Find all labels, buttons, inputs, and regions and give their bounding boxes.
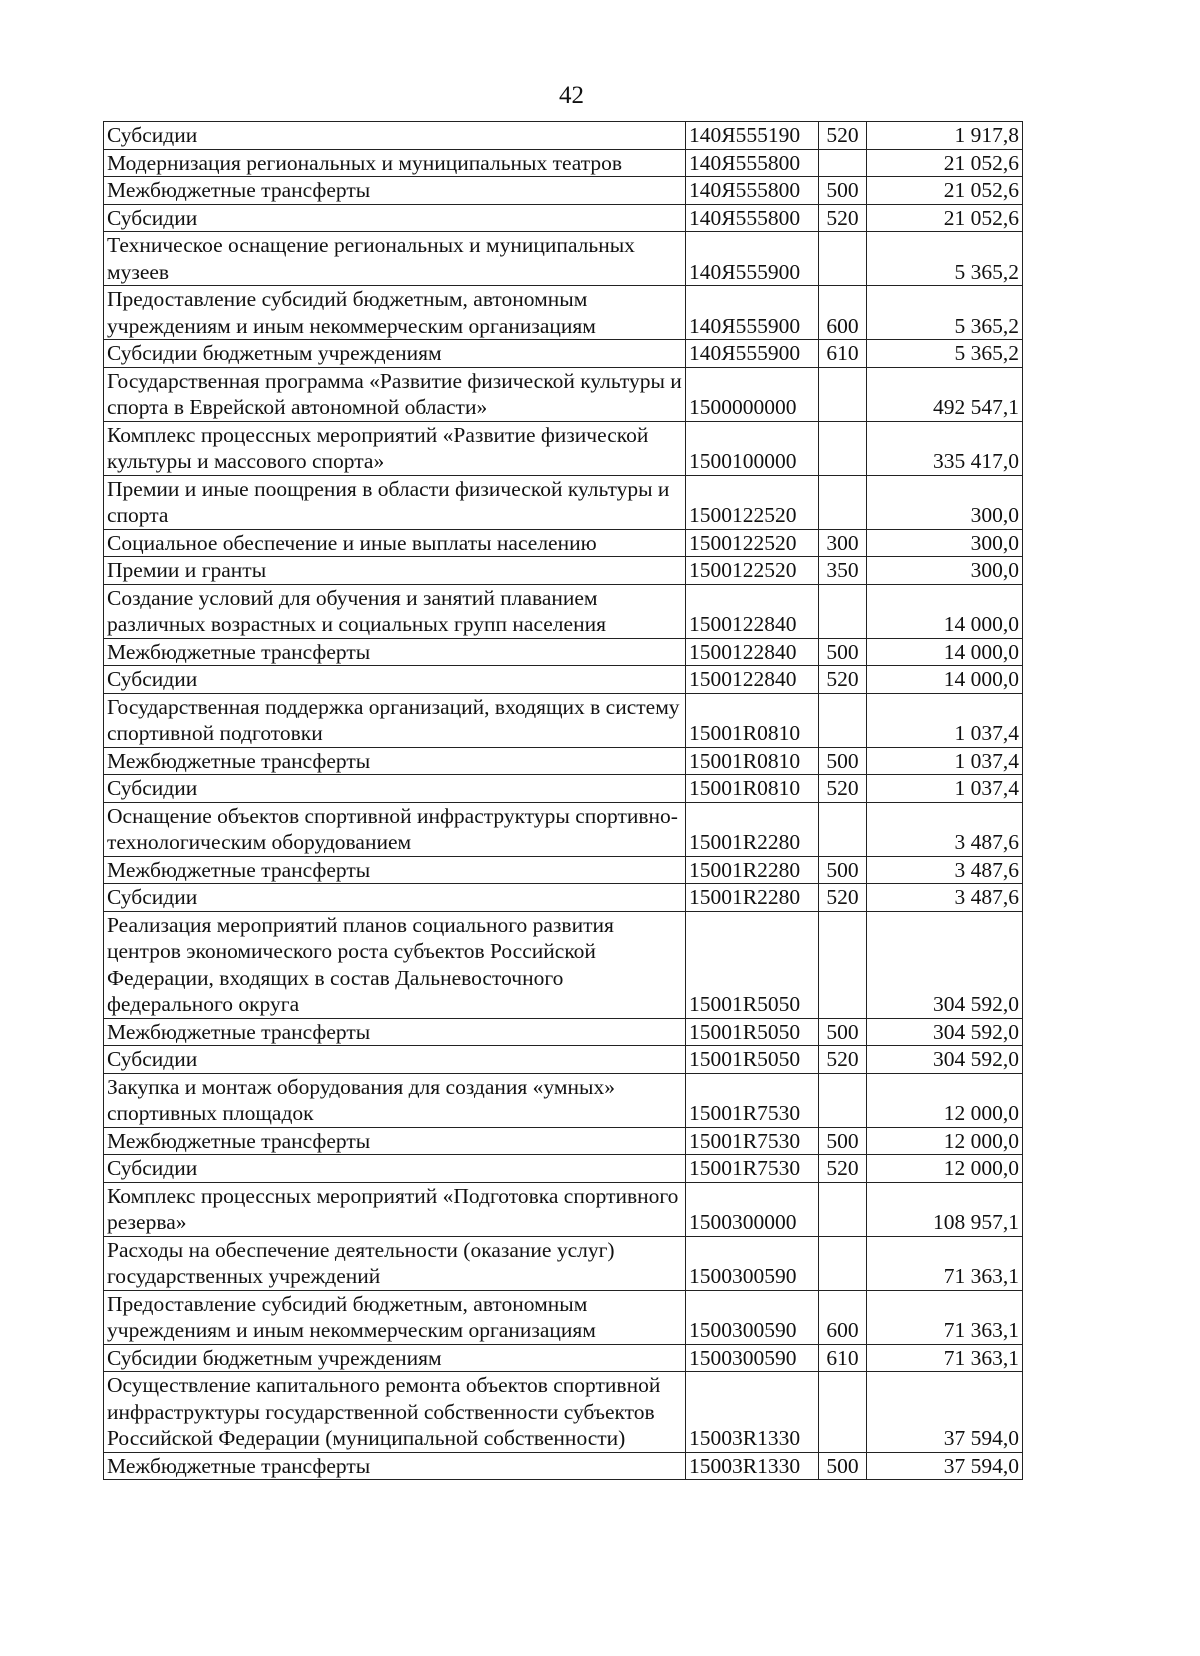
target-article-code-cell: 1500300590 xyxy=(686,1290,819,1344)
expense-type-code-cell: 500 xyxy=(819,747,867,775)
target-article-code-cell: 15003R1330 xyxy=(686,1452,819,1480)
expense-name-cell: Предоставление субсидий бюджетным, автономным учреждениям и иным некоммерческим организациям xyxy=(104,286,686,340)
amount-cell: 1 037,4 xyxy=(867,693,1023,747)
expense-type-code-cell: 500 xyxy=(819,1452,867,1480)
amount-cell: 12 000,0 xyxy=(867,1073,1023,1127)
expense-name-cell: Субсидии xyxy=(104,1155,686,1183)
expense-type-code-cell: 500 xyxy=(819,856,867,884)
table-row xyxy=(104,884,1023,912)
expense-type-code-cell: 350 xyxy=(819,557,867,585)
table-row xyxy=(104,775,1023,803)
table-row xyxy=(104,177,1023,205)
amount-cell: 300,0 xyxy=(867,475,1023,529)
table-row xyxy=(104,584,1023,638)
target-article-code-cell: 1500122520 xyxy=(686,475,819,529)
expense-type-code-cell: 610 xyxy=(819,340,867,368)
amount-cell: 21 052,6 xyxy=(867,149,1023,177)
expense-name-cell: Социальное обеспечение и иные выплаты населению xyxy=(104,529,686,557)
table-row xyxy=(104,1452,1023,1480)
expense-name-cell: Техническое оснащение региональных и муниципальных музеев xyxy=(104,232,686,286)
expense-name-cell: Межбюджетные трансферты xyxy=(104,1127,686,1155)
expense-type-code-cell xyxy=(819,475,867,529)
amount-cell: 71 363,1 xyxy=(867,1344,1023,1372)
amount-cell: 5 365,2 xyxy=(867,340,1023,368)
table-row xyxy=(104,1182,1023,1236)
amount-cell: 21 052,6 xyxy=(867,177,1023,205)
budget-table xyxy=(103,121,1023,1480)
table-row xyxy=(104,1127,1023,1155)
expense-type-code-cell: 520 xyxy=(819,1046,867,1074)
expense-type-code-cell: 300 xyxy=(819,529,867,557)
expense-name-cell: Межбюджетные трансферты xyxy=(104,747,686,775)
target-article-code-cell: 1500122840 xyxy=(686,584,819,638)
page-number: 42 xyxy=(559,82,584,109)
expense-type-code-cell: 520 xyxy=(819,666,867,694)
target-article-code-cell: 15001R5050 xyxy=(686,1018,819,1046)
target-article-code-cell: 15001R5050 xyxy=(686,911,819,1018)
expense-name-cell: Субсидии xyxy=(104,122,686,150)
table-row xyxy=(104,1290,1023,1344)
amount-cell: 71 363,1 xyxy=(867,1236,1023,1290)
target-article-code-cell: 15001R0810 xyxy=(686,693,819,747)
target-article-code-cell: 140Я555800 xyxy=(686,177,819,205)
table-row xyxy=(104,747,1023,775)
amount-cell: 108 957,1 xyxy=(867,1182,1023,1236)
expense-type-code-cell: 520 xyxy=(819,1155,867,1183)
expense-type-code-cell xyxy=(819,1073,867,1127)
table-row xyxy=(104,1073,1023,1127)
expense-name-cell: Премии и гранты xyxy=(104,557,686,585)
target-article-code-cell: 15001R5050 xyxy=(686,1046,819,1074)
expense-name-cell: Предоставление субсидий бюджетным, автономным учреждениям и иным некоммерческим организациям xyxy=(104,1290,686,1344)
expense-name-cell: Модернизация региональных и муниципальных театров xyxy=(104,149,686,177)
amount-cell: 1 037,4 xyxy=(867,775,1023,803)
expense-type-code-cell xyxy=(819,693,867,747)
amount-cell: 3 487,6 xyxy=(867,802,1023,856)
expense-type-code-cell: 500 xyxy=(819,1127,867,1155)
target-article-code-cell: 1500000000 xyxy=(686,367,819,421)
amount-cell: 37 594,0 xyxy=(867,1452,1023,1480)
expense-name-cell: Создание условий для обучения и занятий плаванием различных возрастных и социальных групп населения xyxy=(104,584,686,638)
target-article-code-cell: 1500300590 xyxy=(686,1344,819,1372)
table-row xyxy=(104,1372,1023,1453)
amount-cell: 14 000,0 xyxy=(867,666,1023,694)
target-article-code-cell: 1500100000 xyxy=(686,421,819,475)
amount-cell: 14 000,0 xyxy=(867,638,1023,666)
budget-table-body xyxy=(104,122,1023,1480)
amount-cell: 37 594,0 xyxy=(867,1372,1023,1453)
table-row xyxy=(104,693,1023,747)
amount-cell: 304 592,0 xyxy=(867,1018,1023,1046)
expense-name-cell: Закупка и монтаж оборудования для создания «умных» спортивных площадок xyxy=(104,1073,686,1127)
expense-type-code-cell xyxy=(819,1372,867,1453)
amount-cell: 12 000,0 xyxy=(867,1127,1023,1155)
expense-name-cell: Оснащение объектов спортивной инфраструктуры спортивно-технологическим оборудованием xyxy=(104,802,686,856)
target-article-code-cell: 15001R2280 xyxy=(686,856,819,884)
amount-cell: 14 000,0 xyxy=(867,584,1023,638)
amount-cell: 3 487,6 xyxy=(867,884,1023,912)
expense-type-code-cell: 600 xyxy=(819,1290,867,1344)
expense-type-code-cell: 500 xyxy=(819,638,867,666)
amount-cell: 1 917,8 xyxy=(867,122,1023,150)
target-article-code-cell: 1500300000 xyxy=(686,1182,819,1236)
expense-name-cell: Государственная поддержка организаций, входящих в систему спортивной подготовки xyxy=(104,693,686,747)
expense-type-code-cell xyxy=(819,232,867,286)
expense-type-code-cell: 520 xyxy=(819,122,867,150)
expense-name-cell: Государственная программа «Развитие физической культуры и спорта в Еврейской автономной области» xyxy=(104,367,686,421)
table-row xyxy=(104,232,1023,286)
expense-type-code-cell xyxy=(819,911,867,1018)
expense-name-cell: Премии и иные поощрения в области физической культуры и спорта xyxy=(104,475,686,529)
expense-type-code-cell xyxy=(819,367,867,421)
expense-name-cell: Субсидии xyxy=(104,884,686,912)
amount-cell: 21 052,6 xyxy=(867,204,1023,232)
table-row xyxy=(104,1046,1023,1074)
target-article-code-cell: 15001R0810 xyxy=(686,747,819,775)
amount-cell: 12 000,0 xyxy=(867,1155,1023,1183)
target-article-code-cell: 140Я555190 xyxy=(686,122,819,150)
amount-cell: 1 037,4 xyxy=(867,747,1023,775)
table-row xyxy=(104,802,1023,856)
table-row xyxy=(104,638,1023,666)
expense-name-cell: Осуществление капитального ремонта объектов спортивной инфраструктуры государственной собственности субъектов Российской Федерации (муниципальной собственности) xyxy=(104,1372,686,1453)
expense-type-code-cell: 520 xyxy=(819,204,867,232)
amount-cell: 71 363,1 xyxy=(867,1290,1023,1344)
target-article-code-cell: 140Я555800 xyxy=(686,204,819,232)
target-article-code-cell: 1500122520 xyxy=(686,557,819,585)
target-article-code-cell: 15001R2280 xyxy=(686,802,819,856)
table-row xyxy=(104,1155,1023,1183)
table-row xyxy=(104,1018,1023,1046)
expense-type-code-cell: 520 xyxy=(819,775,867,803)
amount-cell: 3 487,6 xyxy=(867,856,1023,884)
target-article-code-cell: 15001R7530 xyxy=(686,1073,819,1127)
table-row xyxy=(104,149,1023,177)
table-row xyxy=(104,666,1023,694)
table-row xyxy=(104,367,1023,421)
target-article-code-cell: 15001R0810 xyxy=(686,775,819,803)
target-article-code-cell: 15001R7530 xyxy=(686,1155,819,1183)
target-article-code-cell: 15003R1330 xyxy=(686,1372,819,1453)
amount-cell: 335 417,0 xyxy=(867,421,1023,475)
target-article-code-cell: 1500122520 xyxy=(686,529,819,557)
expense-name-cell: Межбюджетные трансферты xyxy=(104,1018,686,1046)
expense-name-cell: Субсидии бюджетным учреждениям xyxy=(104,1344,686,1372)
target-article-code-cell: 1500122840 xyxy=(686,638,819,666)
expense-name-cell: Субсидии xyxy=(104,1046,686,1074)
target-article-code-cell: 1500300590 xyxy=(686,1236,819,1290)
expense-type-code-cell xyxy=(819,584,867,638)
table-row xyxy=(104,1344,1023,1372)
table-row xyxy=(104,856,1023,884)
target-article-code-cell: 1500122840 xyxy=(686,666,819,694)
amount-cell: 5 365,2 xyxy=(867,286,1023,340)
table-row xyxy=(104,204,1023,232)
expense-type-code-cell xyxy=(819,1182,867,1236)
target-article-code-cell: 140Я555900 xyxy=(686,340,819,368)
expense-name-cell: Межбюджетные трансферты xyxy=(104,1452,686,1480)
expense-type-code-cell: 520 xyxy=(819,884,867,912)
table-row xyxy=(104,421,1023,475)
expense-type-code-cell xyxy=(819,802,867,856)
amount-cell: 304 592,0 xyxy=(867,911,1023,1018)
table-row xyxy=(104,911,1023,1018)
target-article-code-cell: 15001R2280 xyxy=(686,884,819,912)
expense-type-code-cell xyxy=(819,1236,867,1290)
expense-name-cell: Межбюджетные трансферты xyxy=(104,638,686,666)
expense-name-cell: Расходы на обеспечение деятельности (оказание услуг) государственных учреждений xyxy=(104,1236,686,1290)
table-row xyxy=(104,475,1023,529)
expense-name-cell: Реализация мероприятий планов социального развития центров экономического роста субъектов Российской Федерации, входящих в состав Дальневосточного федерального округа xyxy=(104,911,686,1018)
expense-name-cell: Межбюджетные трансферты xyxy=(104,177,686,205)
expense-type-code-cell: 600 xyxy=(819,286,867,340)
expense-type-code-cell: 500 xyxy=(819,1018,867,1046)
expense-name-cell: Субсидии xyxy=(104,204,686,232)
expense-name-cell: Комплекс процессных мероприятий «Подготовка спортивного резерва» xyxy=(104,1182,686,1236)
expense-type-code-cell xyxy=(819,421,867,475)
target-article-code-cell: 140Я555900 xyxy=(686,232,819,286)
table-row xyxy=(104,286,1023,340)
expense-name-cell: Комплекс процессных мероприятий «Развитие физической культуры и массового спорта» xyxy=(104,421,686,475)
table-row xyxy=(104,1236,1023,1290)
amount-cell: 492 547,1 xyxy=(867,367,1023,421)
expense-name-cell: Субсидии бюджетным учреждениям xyxy=(104,340,686,368)
expense-type-code-cell: 610 xyxy=(819,1344,867,1372)
expense-type-code-cell: 500 xyxy=(819,177,867,205)
amount-cell: 300,0 xyxy=(867,557,1023,585)
target-article-code-cell: 15001R7530 xyxy=(686,1127,819,1155)
table-row xyxy=(104,340,1023,368)
target-article-code-cell: 140Я555800 xyxy=(686,149,819,177)
expense-type-code-cell xyxy=(819,149,867,177)
expense-name-cell: Субсидии xyxy=(104,775,686,803)
table-row xyxy=(104,557,1023,585)
amount-cell: 300,0 xyxy=(867,529,1023,557)
target-article-code-cell: 140Я555900 xyxy=(686,286,819,340)
expense-name-cell: Межбюджетные трансферты xyxy=(104,856,686,884)
table-row xyxy=(104,122,1023,150)
expense-name-cell: Субсидии xyxy=(104,666,686,694)
amount-cell: 5 365,2 xyxy=(867,232,1023,286)
table-row xyxy=(104,529,1023,557)
amount-cell: 304 592,0 xyxy=(867,1046,1023,1074)
